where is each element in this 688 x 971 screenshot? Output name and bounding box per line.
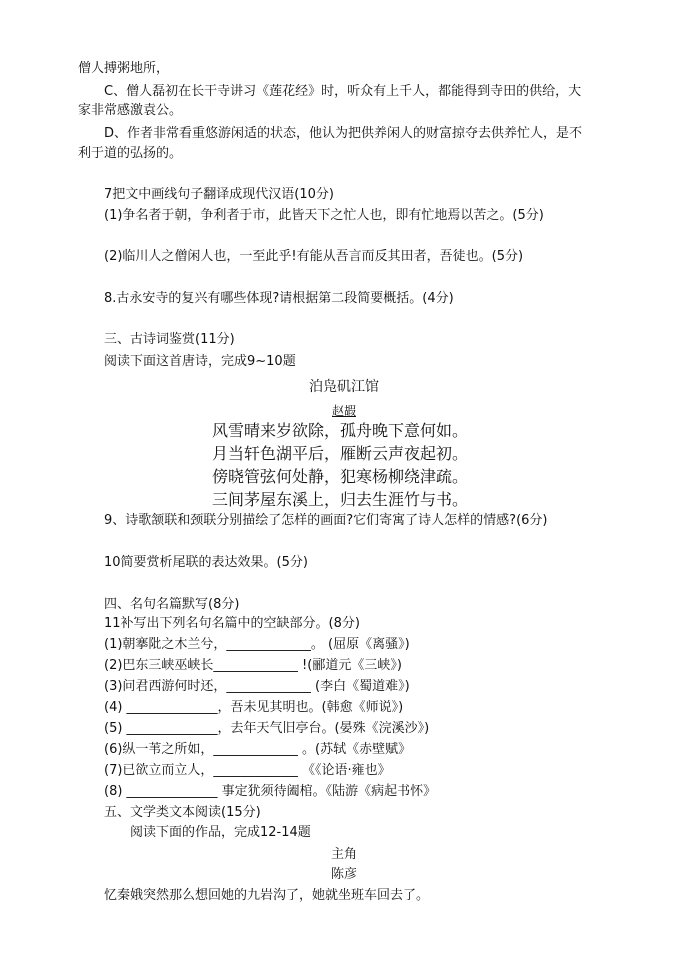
section-heading: 五、文学类文本阅读(15分) bbox=[104, 805, 261, 820]
poem-line: 三间茅屋东溪上，归去生涯竹与书。 bbox=[212, 490, 469, 509]
fill-blank-item: (4) ______________，吾未见其明也。(韩愈《师说》) bbox=[104, 700, 404, 715]
option-c-line: 家非常感激袁公。 bbox=[78, 103, 183, 118]
option-c-line: C、僧人磊初在长干寺讲习《莲花经》时，听众有上千人，都能得到寺田的供给，大 bbox=[104, 84, 582, 99]
question-7: 7把文中画线句子翻译成现代汉语(10分) bbox=[104, 187, 334, 202]
fill-blank-item: (1)朝搴阰之木兰兮，_____________。 (屈原《离骚》) bbox=[104, 637, 410, 652]
poem-title: 泊凫矶江馆 bbox=[309, 379, 379, 395]
fill-blank-item: (7)已欲立而立人，_____________ 《《论语·雍也》 bbox=[104, 763, 391, 778]
option-d-line: D、作者非常看重悠游闲适的状态，他认为把供养闲人的财富掠夺去供养忙人，是不 bbox=[104, 126, 583, 141]
story-text: 忆秦娥突然那么想回她的九岩沟了，她就坐班车回去了。 bbox=[104, 888, 430, 903]
story-title: 主角 bbox=[330, 847, 357, 862]
question-11: 11补写出下列名句名篇中的空缺部分。(8分) bbox=[104, 616, 360, 631]
question-10: 10简要赏析尾联的表达效果。(5分) bbox=[104, 555, 308, 570]
instruction-text: 阅读下面的作品，完成12-14题 bbox=[130, 825, 311, 840]
fill-blank-item: (5) ______________，去年天气旧亭台。(晏殊《浣溪沙》) bbox=[104, 721, 430, 736]
option-d-line: 利于道的弘扬的。 bbox=[78, 146, 183, 161]
section-heading: 三、古诗词鉴赏(11分) bbox=[104, 332, 235, 347]
fill-blank-item: (3)问君西游何时还，_____________ (李白《蜀道难》) bbox=[104, 679, 410, 694]
section-heading: 四、名句名篇默写(8分) bbox=[104, 597, 240, 612]
poem-line: 月当轩色湖平后，雁断云声夜起初。 bbox=[212, 444, 469, 463]
story-author: 陈彦 bbox=[330, 867, 357, 882]
poem-line: 风雪晴来岁欲除，孤舟晚下意何如。 bbox=[212, 421, 469, 440]
poem-author: 赵嘏 bbox=[331, 404, 356, 418]
instruction-text: 阅读下面这首唐诗，完成9~10题 bbox=[104, 354, 296, 369]
question-8: 8.古永安寺的复兴有哪些体现?请根据第二段简要概括。(4分) bbox=[104, 291, 454, 306]
fill-blank-item: (8) ______________ 事定犹须待阖棺。《陆游《病起书怀》 bbox=[104, 784, 437, 799]
poem-line: 傍晓管弦何处静，犯寒杨柳绕津疏。 bbox=[212, 467, 469, 486]
question-7-item-2: (2)临川人之僧闲人也，一至此乎!有能从吾言而反其田者，吾徒也。(5分) bbox=[104, 249, 524, 264]
text-line: 僧人搏粥地所， bbox=[78, 61, 170, 76]
question-7-item-1: (1)争名者于朝，争利者于市，此皆天下之忙人也，即有忙地焉以苦之。(5分) bbox=[104, 208, 544, 223]
fill-blank-item: (6)纵一苇之所如，_____________ 。(苏轼《赤壁赋》 bbox=[104, 742, 412, 757]
fill-blank-item: (2)巴东三峡巫峡长_____________ !(郦道元《三峡》) bbox=[104, 658, 402, 673]
question-9: 9、诗歌颔联和颈联分别描绘了怎样的画面?它们寄寓了诗人怎样的情感?(6分) bbox=[104, 513, 548, 528]
